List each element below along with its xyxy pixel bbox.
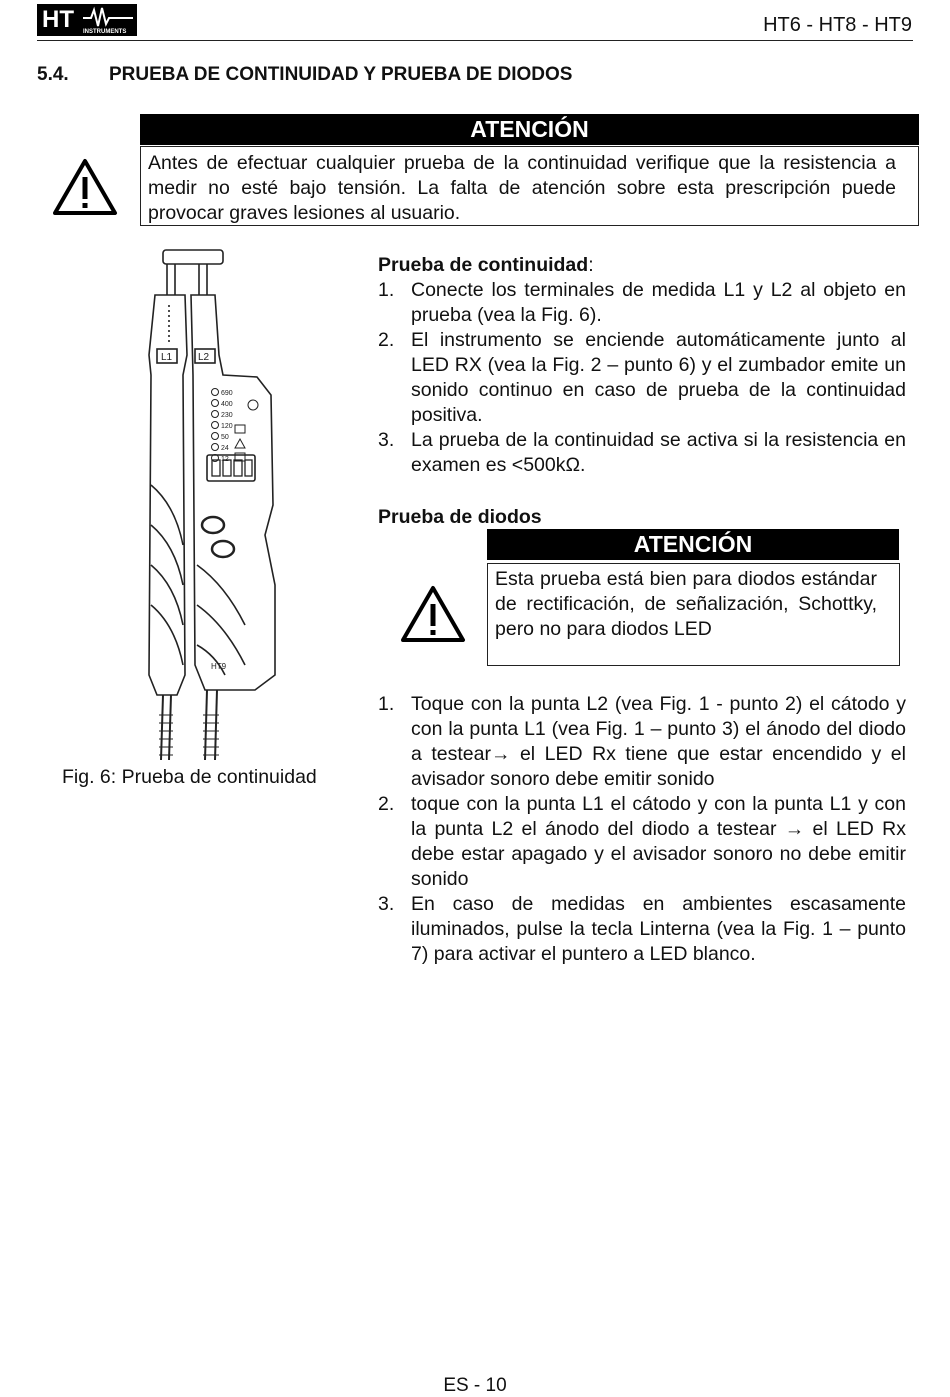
- figure-caption: Fig. 6: Prueba de continuidad: [62, 766, 317, 788]
- svg-text:24: 24: [221, 445, 229, 452]
- model-header: HT6 - HT8 - HT9: [763, 14, 912, 36]
- svg-text:INSTRUMENTS: INSTRUMENTS: [83, 29, 127, 35]
- diodes-warning-title: ATENCIÓN: [487, 529, 899, 560]
- svg-text:HT9: HT9: [211, 662, 227, 671]
- list-item: 1. Toque con la punta L2 (vea Fig. 1 - punto 2) el cátodo y con la punta L1 (vea Fig. 1 – punto 3) el ánodo del diodo a testear→ el LED Rx tiene que estar encendido y el avisador sonoro debe emitir sonido: [378, 693, 906, 790]
- continuity-heading: Prueba de continuidad:: [378, 254, 594, 276]
- list-item: 2. toque con la punta L1 el cátodo y con la punta L1 y con la punta L2 el ánodo del diodo a testear → el LED Rx debe estar apagado y el avisador sonoro no debe emitir sonido: [378, 793, 906, 890]
- warning-text: Antes de efectuar cualquier prueba de la continuidad verifique que la resistencia a medir no esté bajo tensión. La falta de atención sobre esta prescripción puede provocar graves lesiones al usuario.: [140, 146, 919, 226]
- list-item: 3. En caso de medidas en ambientes escasamente iluminados, pulse la tecla Linterna (vea la Fig. 1 – punto 7) para activar el puntero a LED blanco.: [378, 893, 906, 965]
- list-item: 3. La prueba de la continuidad se activa si la resistencia en examen es <500kΩ.: [378, 429, 906, 476]
- svg-text:120: 120: [221, 423, 233, 430]
- svg-text:12: 12: [221, 456, 229, 463]
- diodes-steps: [378, 692, 906, 967]
- ht-instruments-logo: [37, 4, 137, 36]
- svg-text:690: 690: [221, 390, 233, 397]
- svg-text:HT: HT: [42, 6, 74, 33]
- warning-title: ATENCIÓN: [140, 114, 919, 145]
- continuity-tester-illustration: [135, 245, 285, 765]
- svg-text:50: 50: [221, 434, 229, 441]
- page-number: ES - 10: [443, 1375, 507, 1396]
- svg-text:L1: L1: [161, 352, 173, 363]
- warning-triangle-icon: [400, 584, 466, 644]
- header-rule: [37, 40, 913, 41]
- diodes-warning-text: Esta prueba está bien para diodos estándar de rectificación, de señalización, Schottky, pero no para diodos LED: [487, 563, 900, 666]
- svg-text:L2: L2: [198, 352, 210, 363]
- warning-triangle-icon: [52, 157, 118, 217]
- section-title: 5.4. PRUEBA DE CONTINUIDAD Y PRUEBA DE DIODOS: [37, 64, 573, 85]
- continuity-steps: [378, 278, 906, 478]
- svg-text:400: 400: [221, 401, 233, 408]
- diodes-heading: Prueba de diodos: [378, 506, 542, 528]
- list-item: 1. Conecte los terminales de medida L1 y L2 al objeto en prueba (vea la Fig. 6).: [378, 279, 906, 326]
- list-item: 2. El instrumento se enciende automáticamente junto al LED RX (vea la Fig. 2 – punto 6) y el zumbador emite un sonido continuo en caso de prueba de la continuidad positiva.: [378, 329, 906, 426]
- svg-text:230: 230: [221, 412, 233, 419]
